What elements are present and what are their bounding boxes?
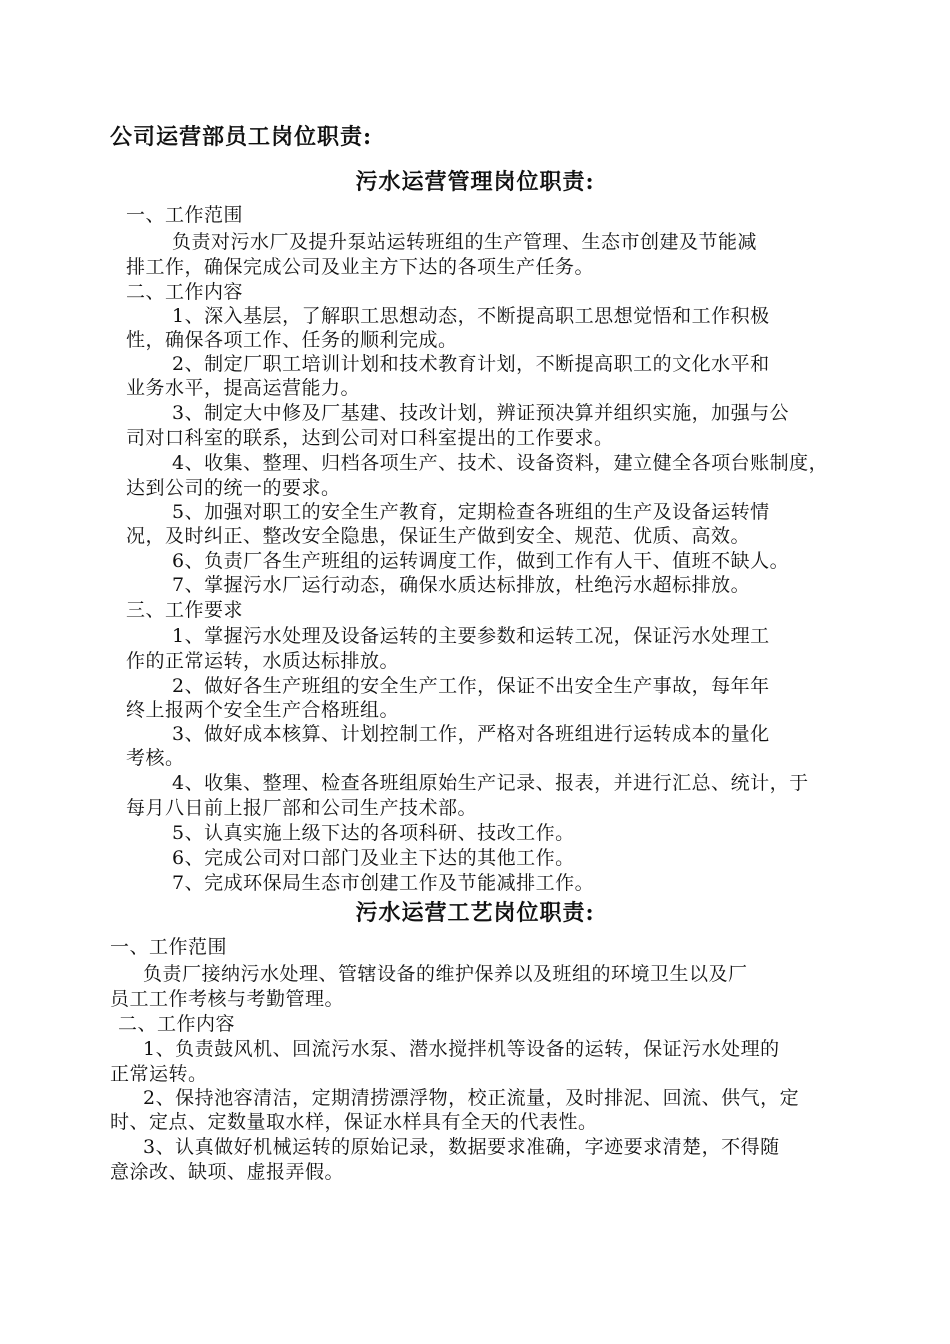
list-item-continued: 正常运转。 xyxy=(110,1063,208,1085)
list-item: 5、认真实施上级下达的各项科研、技改工作。 xyxy=(172,822,575,844)
section-title-process: 污水运营工艺岗位职责: xyxy=(355,900,595,926)
list-item-continued: 终上报两个安全生产合格班组。 xyxy=(126,699,400,721)
list-item-continued: 司对口科室的联系，达到公司对口科室提出的工作要求。 xyxy=(126,427,614,449)
list-item: 3、认真做好机械运转的原始记录，数据要求准确，字迹要求清楚，不得随 xyxy=(143,1136,780,1158)
list-item-continued: 性，确保各项工作、任务的顺利完成。 xyxy=(126,329,458,351)
list-item-continued: 意涂改、缺项、虚报弄假。 xyxy=(110,1161,345,1183)
paragraph-line: 排工作，确保完成公司及业主方下达的各项生产任务。 xyxy=(126,256,595,278)
list-item: 7、完成环保局生态市创建工作及节能减排工作。 xyxy=(172,872,595,894)
list-item-continued: 况，及时纠正、整改安全隐患，保证生产做到安全、规范、优质、高效。 xyxy=(126,525,751,547)
list-item: 1、负责鼓风机、回流污水泵、潜水搅拌机等设备的运转，保证污水处理的 xyxy=(143,1038,780,1060)
list-item: 6、完成公司对口部门及业主下达的其他工作。 xyxy=(172,847,575,869)
paragraph-line: 负责厂接纳污水处理、管辖设备的维护保养以及班组的环境卫生以及厂 xyxy=(143,963,748,985)
list-item-continued: 时、定点、定数量取水样，保证水样具有全天的代表性。 xyxy=(110,1111,598,1133)
list-item: 2、保持池容清洁，定期清捞漂浮物，校正流量，及时排泥、回流、供气，定 xyxy=(143,1087,800,1109)
list-item: 4、收集、整理、检查各班组原始生产记录、报表，并进行汇总、统计，于 xyxy=(172,772,809,794)
heading-work-content: 二、工作内容 xyxy=(126,281,244,303)
paragraph-line: 负责对污水厂及提升泵站运转班组的生产管理、生态市创建及节能减 xyxy=(172,231,758,253)
section-title-management: 污水运营管理岗位职责: xyxy=(355,169,595,195)
heading-work-scope: 一、工作范围 xyxy=(110,936,228,958)
list-item: 6、负责厂各生产班组的运转调度工作，做到工作有人干、值班不缺人。 xyxy=(172,550,790,572)
list-item: 2、做好各生产班组的安全生产工作，保证不出安全生产事故，每年年 xyxy=(172,675,770,697)
document-title: 公司运营部员工岗位职责: xyxy=(110,124,373,150)
list-item: 1、掌握污水处理及设备运转的主要参数和运转工况，保证污水处理工 xyxy=(172,625,770,647)
list-item-continued: 业务水平，提高运营能力。 xyxy=(126,377,361,399)
list-item-continued: 每月八日前上报厂部和公司生产技术部。 xyxy=(126,797,478,819)
list-item-continued: 达到公司的统一的要求。 xyxy=(126,477,341,499)
list-item: 1、深入基层，了解职工思想动态，不断提高职工思想觉悟和工作积极 xyxy=(172,305,770,327)
list-item: 5、加强对职工的安全生产教育，定期检查各班组的生产及设备运转情 xyxy=(172,501,770,523)
list-item-continued: 考核。 xyxy=(126,747,185,769)
list-item-continued: 作的正常运转，水质达标排放。 xyxy=(126,650,400,672)
list-item: 3、制定大中修及厂基建、技改计划，辨证预决算并组织实施，加强与公 xyxy=(172,402,790,424)
list-item: 7、掌握污水厂运行动态，确保水质达标排放，杜绝污水超标排放。 xyxy=(172,574,751,596)
heading-work-scope: 一、工作范围 xyxy=(126,204,244,226)
list-item: 3、做好成本核算、计划控制工作，严格对各班组进行运转成本的量化 xyxy=(172,723,770,745)
heading-work-content: 二、工作内容 xyxy=(118,1013,236,1035)
list-item: 4、收集、整理、归档各项生产、技术、设备资料，建立健全各项台账制度， xyxy=(172,452,829,474)
heading-work-requirements: 三、工作要求 xyxy=(126,599,244,621)
list-item: 2、制定厂职工培训计划和技术教育计划，不断提高职工的文化水平和 xyxy=(172,353,770,375)
paragraph-line: 员工工作考核与考勤管理。 xyxy=(110,988,345,1010)
